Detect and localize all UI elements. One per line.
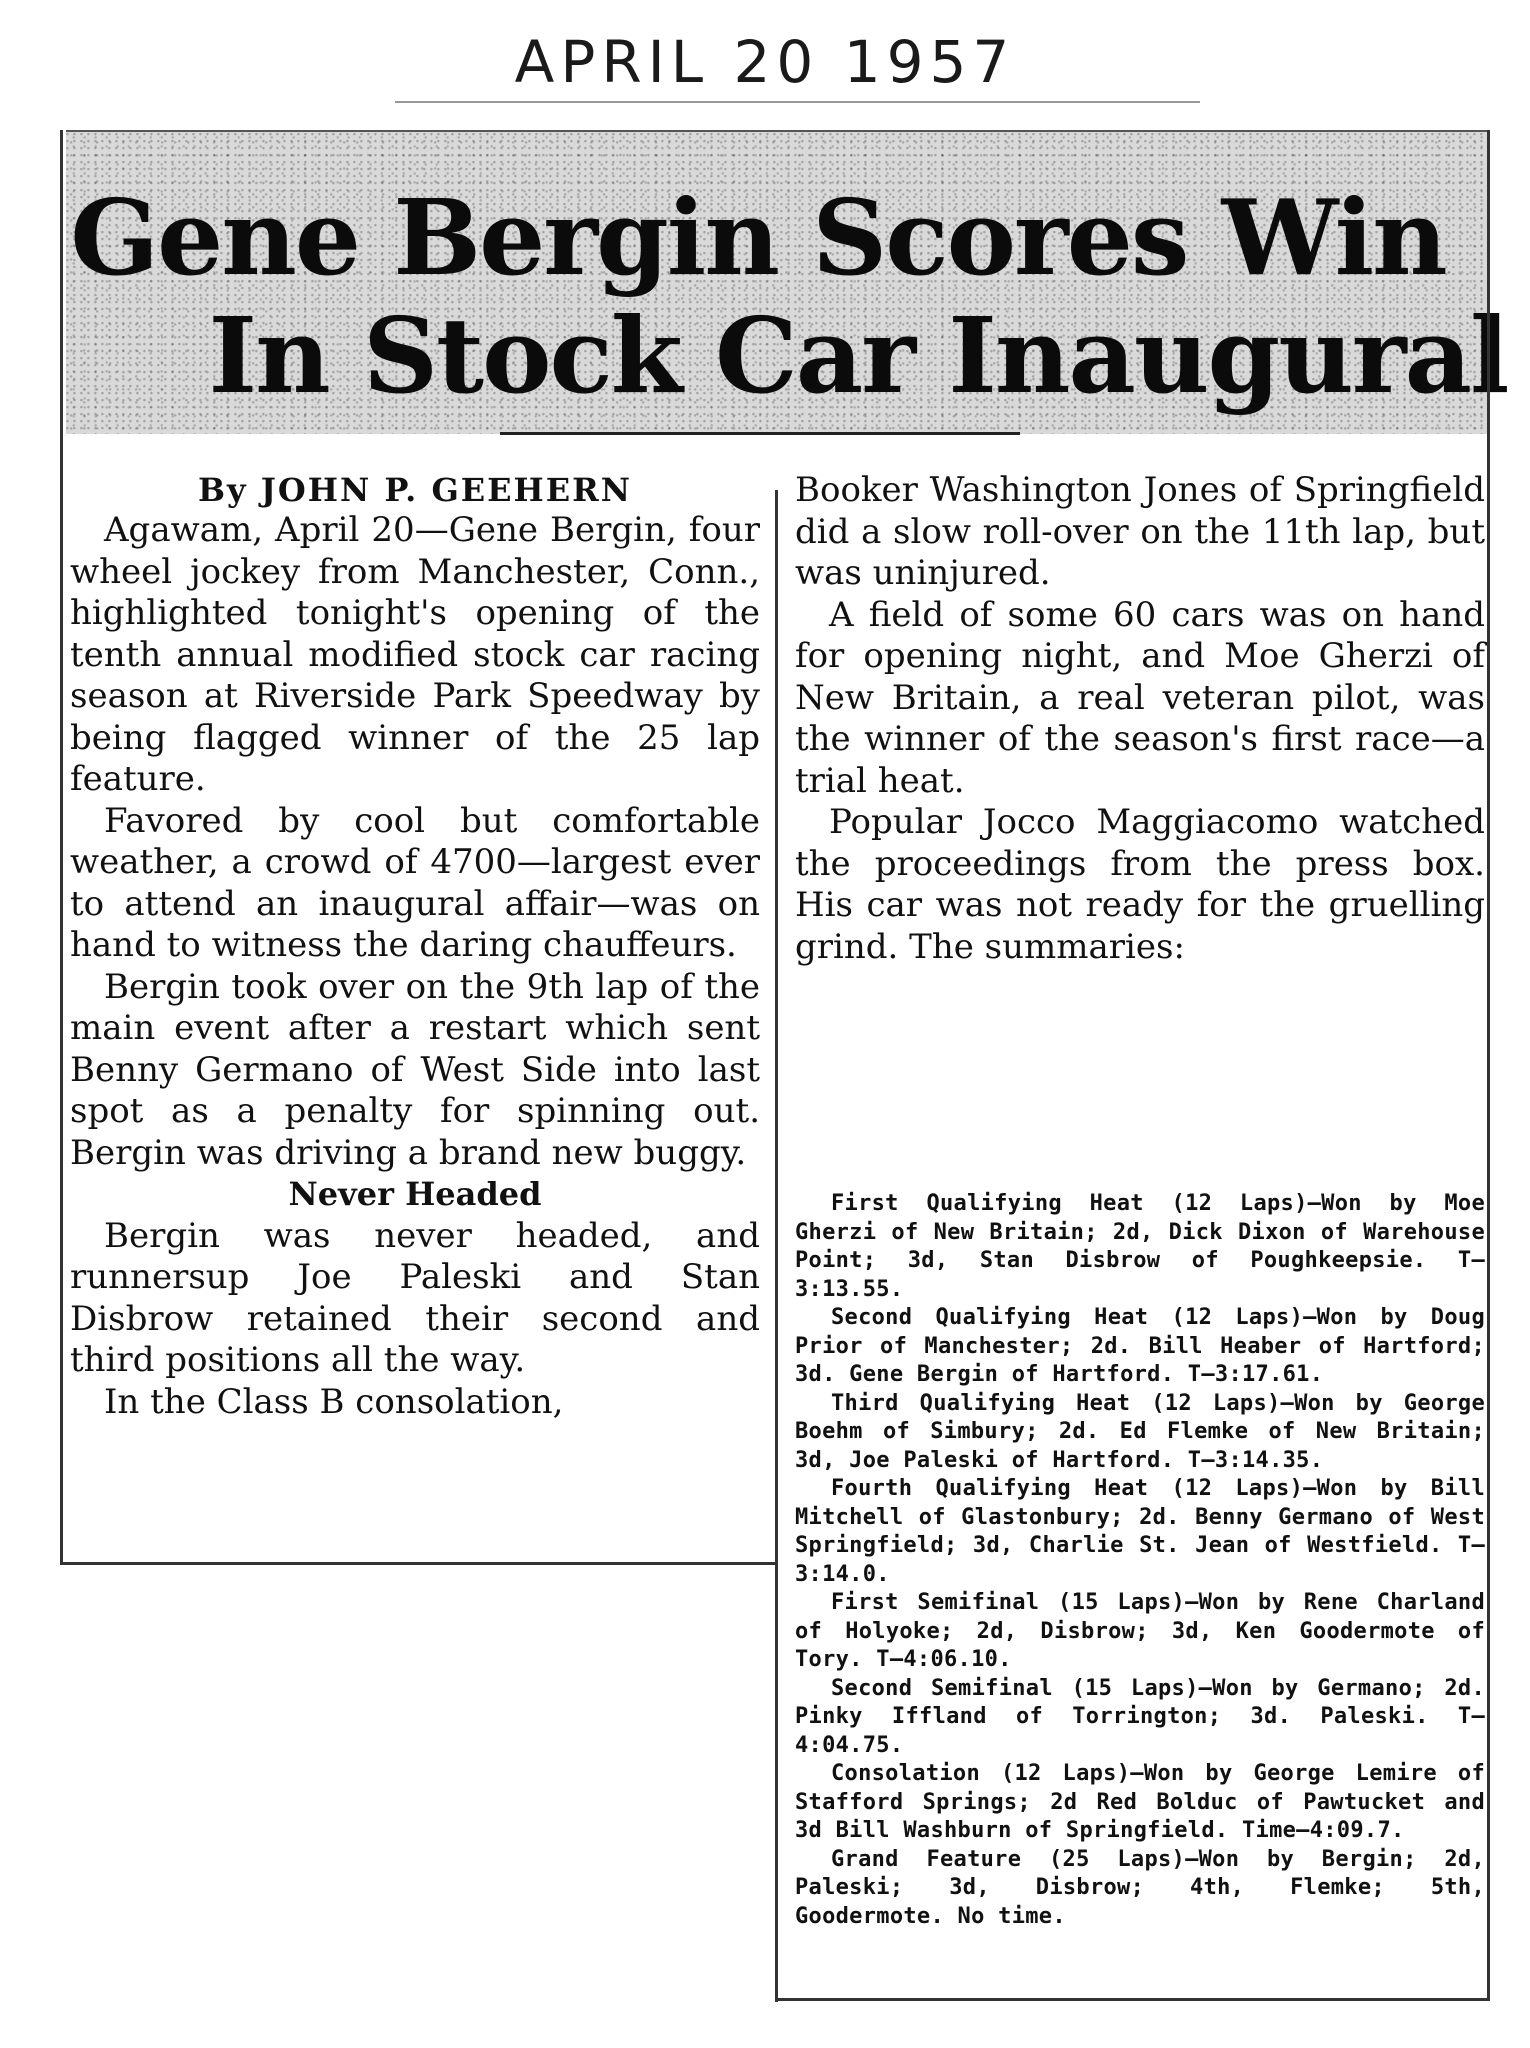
paragraph: A field of some 60 cars was on hand for opening night, and Moe Gherzi of New Britain, a real veteran pilot, was the winner of the season's first race—a trial heat. xyxy=(795,594,1485,801)
left-column-border xyxy=(60,130,63,1562)
headline-line-1: Gene Bergin Scores Win xyxy=(70,176,1446,299)
date-stamp: APRIL 20 1957 xyxy=(514,28,1016,96)
paragraph: Bergin was never headed, and runnersup Joe Paleski and Stan Disbrow retained their second and third positions all the way. xyxy=(70,1215,760,1380)
summary-entry: Grand Feature (25 Laps)—Won by Bergin; 2d, Paleski; 3d, Disbrow; 4th, Flemke; 5th, Goodermote. No time. xyxy=(795,1846,1485,1929)
summary-entry: Consolation (12 Laps)—Won by George Lemire of Stafford Springs; 2d Red Bolduc of Pawtucket and 3d Bill Washburn of Springfield. Time—4:09.7. xyxy=(795,1761,1485,1843)
paragraph: Favored by cool but comfortable weather, a crowd of 4700—largest ever to attend an inaugural affair—was on hand to witness the daring chauffeurs. xyxy=(70,800,760,965)
summary-entry: Second Semifinal (15 Laps)—Won by Germano; 2d. Pinky Iffland of Torrington; 3d. Paleski. T—4:04.75. xyxy=(795,1675,1485,1758)
date-underline xyxy=(395,101,1200,103)
paragraph: In the Class B consolation, xyxy=(104,1381,564,1422)
summary-entry: First Qualifying Heat (12 Laps)—Won by Moe Gherzi of New Britain; 2d, Dick Dixon of Warehouse Point; 3d, Stan Disbrow of Poughkeepsie. T—3:13.55. xyxy=(795,1191,1485,1302)
summaries-bottom-rule xyxy=(775,1998,1490,2001)
right-column-edge xyxy=(1487,130,1490,2000)
summary-entry: First Semifinal (15 Laps)—Won by Rene Charland of Holyoke; 2d, Disbrow; 3d, Ken Goodermote of Tory. T—4:06.10. xyxy=(795,1590,1485,1672)
summary-entry: Second Qualifying Heat (12 Laps)—Won by Doug Prior of Manchester; 2d. Bill Heaber of Hartford; 3d. Gene Bergin of Hartford. T—3:17.61. xyxy=(795,1305,1485,1387)
left-column xyxy=(70,470,760,1423)
paragraph: Popular Jocco Maggiacomo watched the proceedings from the press box. His car was not ready for the gruelling grind. The summaries: xyxy=(795,802,1485,967)
headline-rule xyxy=(500,432,1020,435)
subhead: Never Headed xyxy=(288,1175,542,1213)
summary-entry: Third Qualifying Heat (12 Laps)—Won by George Boehm of Simbury; 2d. Ed Flemke of New Britain; 3d, Joe Paleski of Hartford. T—3:14.35. xyxy=(795,1390,1485,1473)
summary-entry: Fourth Qualifying Heat (12 Laps)—Won by Bill Mitchell of Glastonbury; 2d. Benny Germano of West Springfield; 3d, Charlie St. Jean of Westfield. T—3:14.0. xyxy=(795,1476,1485,1587)
summaries-left-edge xyxy=(775,1562,778,2002)
newspaper-clipping xyxy=(60,130,1508,2010)
paragraph: Agawam, April 20—Gene Bergin, four wheel jockey from Manchester, Conn., highlighted tonight's opening of the tenth annual modified stock car racing season at Riverside Park Speedway by being flagged winner of the 25 lap feature. xyxy=(70,510,760,799)
headline-box xyxy=(66,130,1508,434)
paragraph: Bergin took over on the 9th lap of the main event after a restart which sent Benny Germano of West Side into last spot as a penalty for spinning out. Bergin was driving a brand new buggy. xyxy=(70,966,760,1173)
race-summaries xyxy=(795,1190,1485,1931)
paragraph: Booker Washington Jones of Springfield did a slow roll-over on the 11th lap, but was uninjured. xyxy=(795,470,1485,593)
left-column-bottom-rule xyxy=(60,1562,778,1565)
byline: By JOHN P. GEEHERN xyxy=(197,471,633,509)
right-column xyxy=(795,470,1485,968)
column-divider xyxy=(775,490,778,1570)
headline-line-2: In Stock Car Inaugural xyxy=(208,294,1508,417)
